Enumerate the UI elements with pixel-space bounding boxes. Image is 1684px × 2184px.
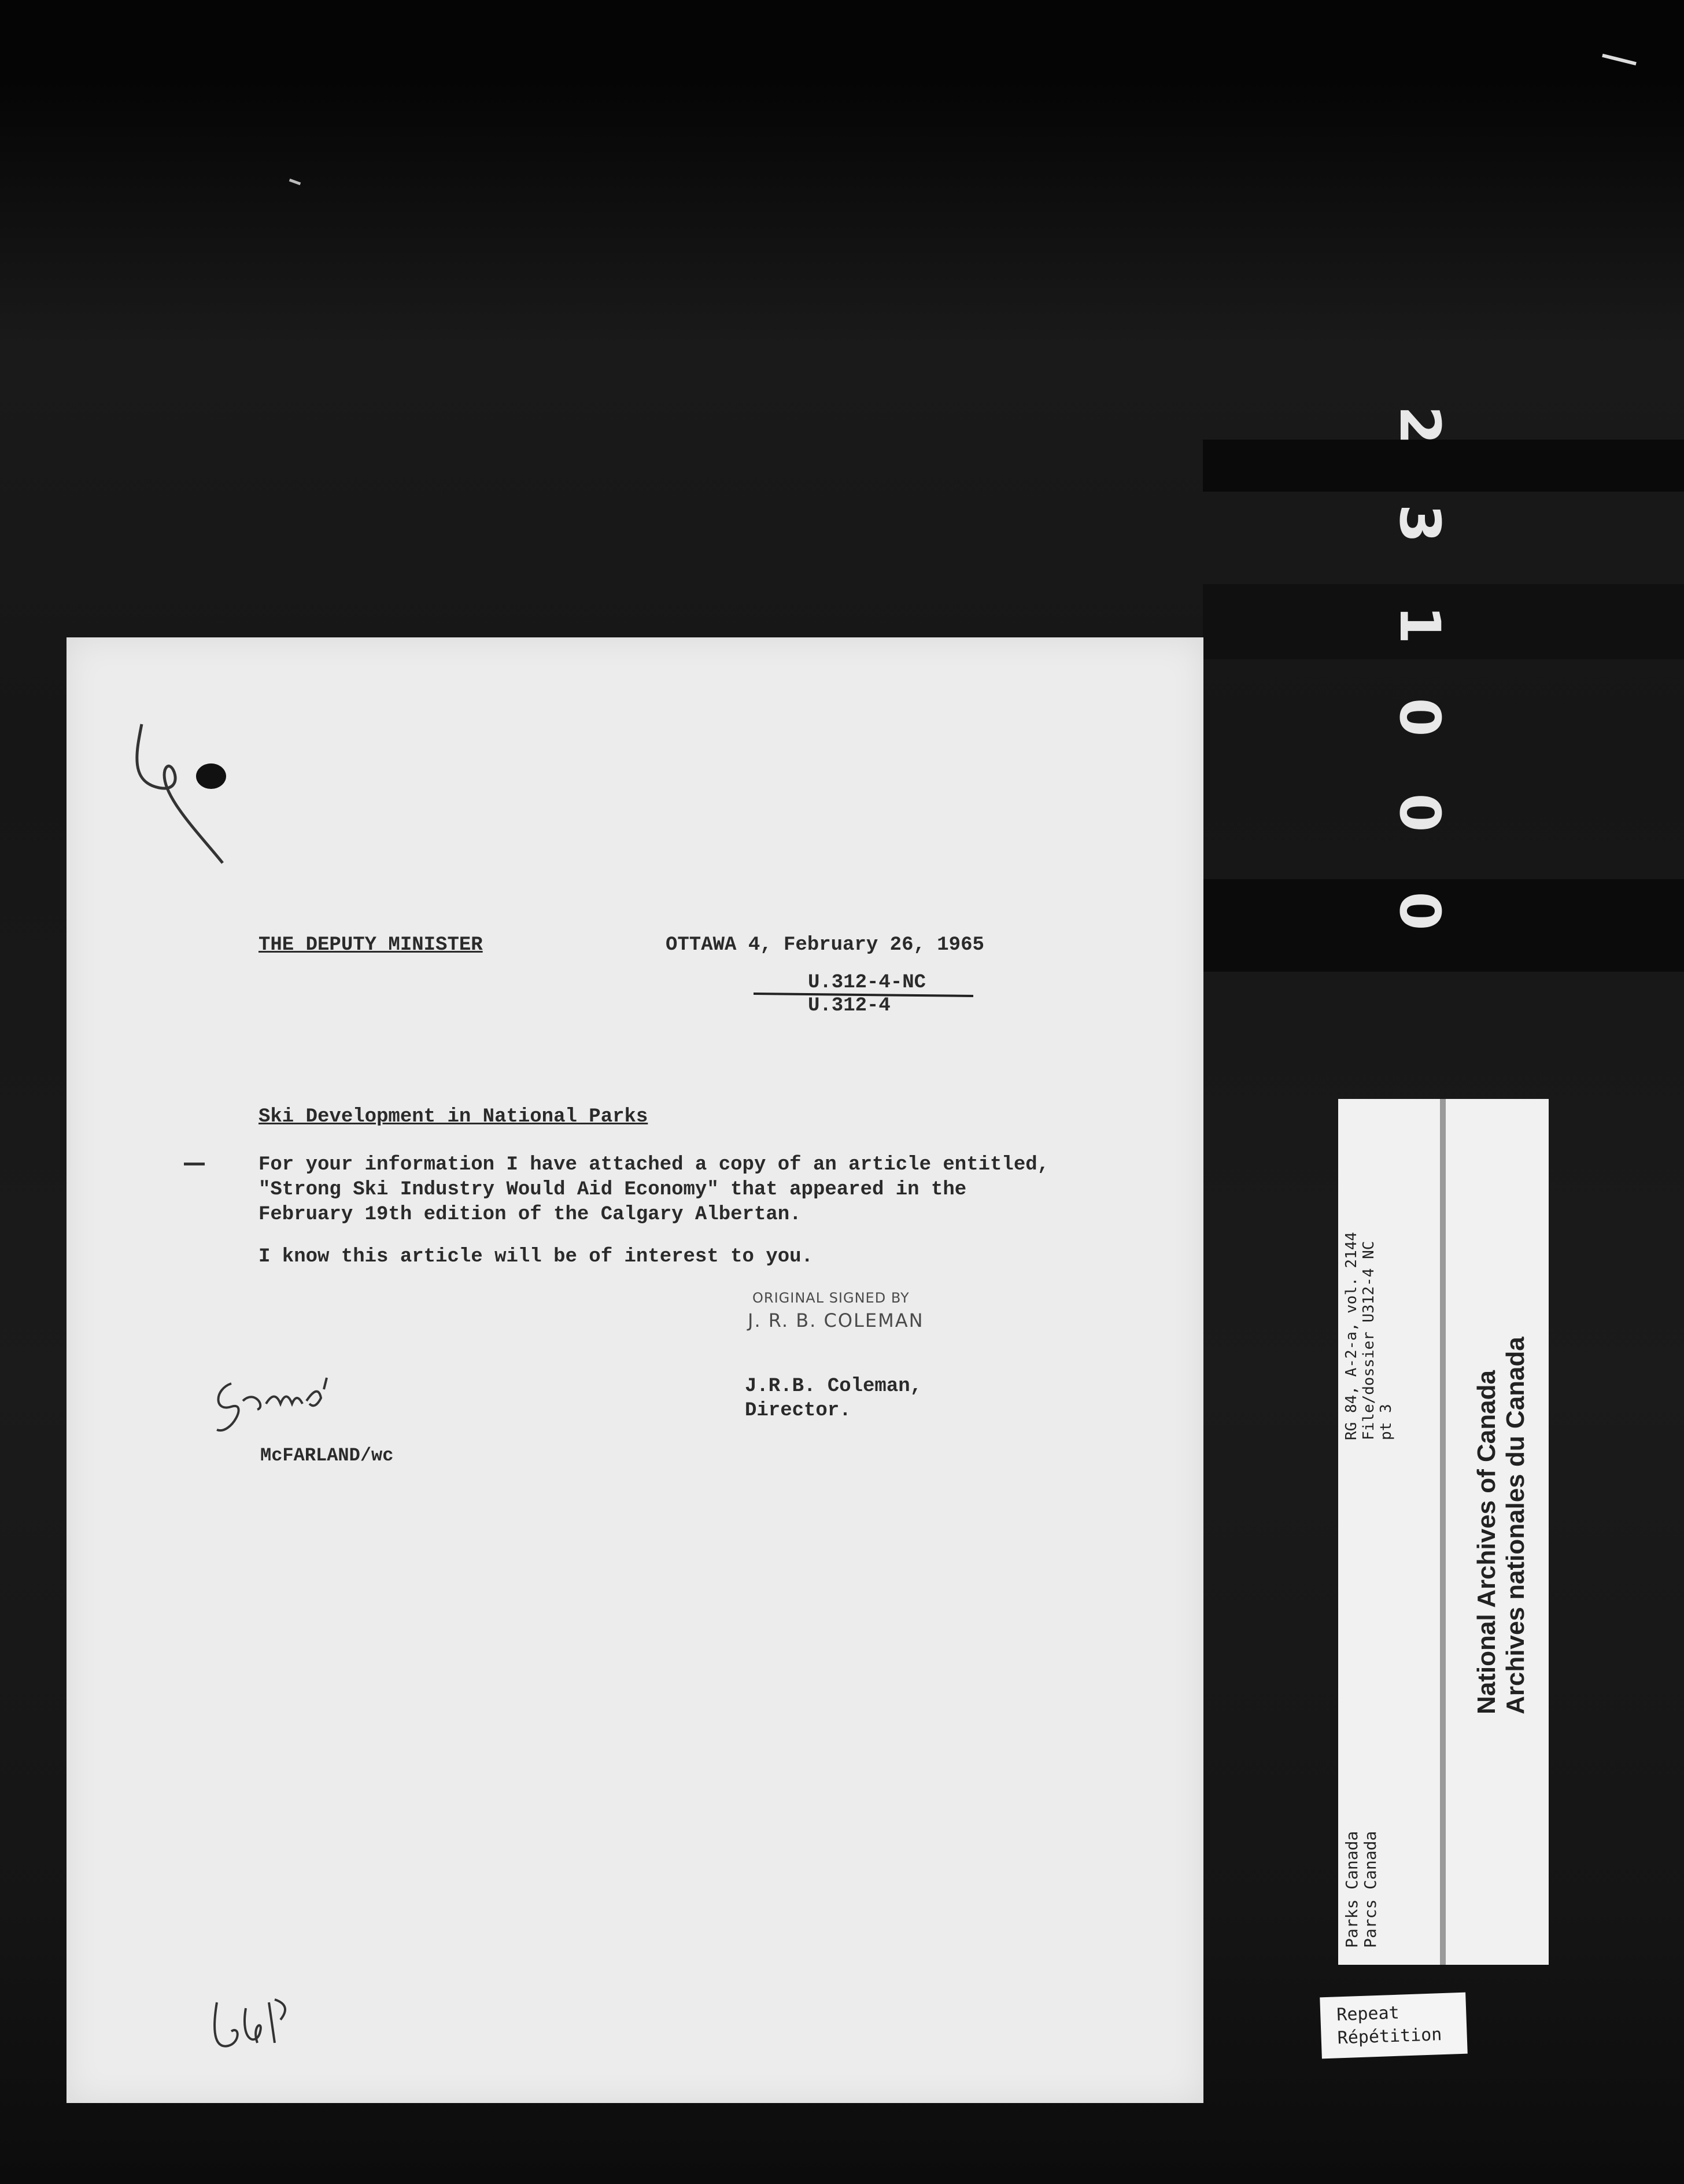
- body-line: February 19th edition of the Calgary Albertan.: [258, 1204, 802, 1226]
- letter-page: [67, 637, 1203, 2103]
- reference-line: File/dossier U312-4 NC: [1360, 1241, 1378, 1440]
- signature-stamp-line2: J. R. B. COLEMAN: [748, 1309, 924, 1331]
- archive-name: [1472, 1337, 1530, 1714]
- handwritten-note: [205, 1991, 309, 2060]
- body-line: "Strong Ski Industry Would Aid Economy" that appeared in the: [258, 1179, 967, 1201]
- archive-name-fr: Archives nationales du Canada: [1501, 1337, 1530, 1714]
- place-date: OTTAWA 4, February 26, 1965: [666, 934, 984, 956]
- margin-dash: [184, 1163, 205, 1165]
- repeat-label-fr: Répétition: [1337, 2024, 1442, 2049]
- counter-digit: 2: [1387, 405, 1452, 445]
- repeat-label-en: Repeat: [1336, 2002, 1400, 2026]
- file-ref-secondary: U.312-4: [808, 995, 891, 1017]
- archive-label: [1338, 1099, 1549, 1965]
- counter-digit: 0: [1387, 698, 1452, 737]
- file-ref-primary: U.312-4-NC: [808, 972, 926, 994]
- agency-name: [1343, 1831, 1380, 1948]
- counter-digit: 1: [1387, 605, 1452, 644]
- counter-digit: 0: [1387, 891, 1452, 931]
- handwritten-mark: [124, 718, 309, 903]
- signatory-name: J.R.B. Coleman,: [745, 1375, 922, 1397]
- ink-blot: [196, 763, 226, 789]
- repeat-tag: [1320, 1993, 1468, 2059]
- letter-heading: THE DEPUTY MINISTER: [258, 934, 483, 956]
- frame-counter: [1376, 382, 1463, 949]
- agency-name-en: Parks Canada: [1342, 1831, 1361, 1948]
- archive-name-en: National Archives of Canada: [1472, 1370, 1501, 1714]
- label-stripe: [1440, 1099, 1446, 1965]
- subject-line: Ski Development in National Parks: [258, 1106, 648, 1128]
- counter-digit: 0: [1387, 793, 1452, 832]
- body-closing: I know this article will be of interest to you.: [258, 1246, 813, 1268]
- agency-name-fr: Parcs Canada: [1361, 1831, 1380, 1948]
- typist-reference: McFARLAND/wc: [260, 1445, 394, 1466]
- signature-stamp-line1: ORIGINAL SIGNED BY: [752, 1290, 910, 1306]
- counter-digit: 3: [1387, 504, 1452, 543]
- archive-reference: [1343, 1232, 1395, 1440]
- reference-line: RG 84, A-2-a, vol. 2144: [1343, 1231, 1360, 1440]
- reference-line: pt 3: [1378, 1404, 1395, 1440]
- body-line: For your information I have attached a copy of an article entitled,: [258, 1154, 1050, 1176]
- handwritten-initials: [208, 1372, 359, 1441]
- signatory-title: Director.: [745, 1400, 851, 1422]
